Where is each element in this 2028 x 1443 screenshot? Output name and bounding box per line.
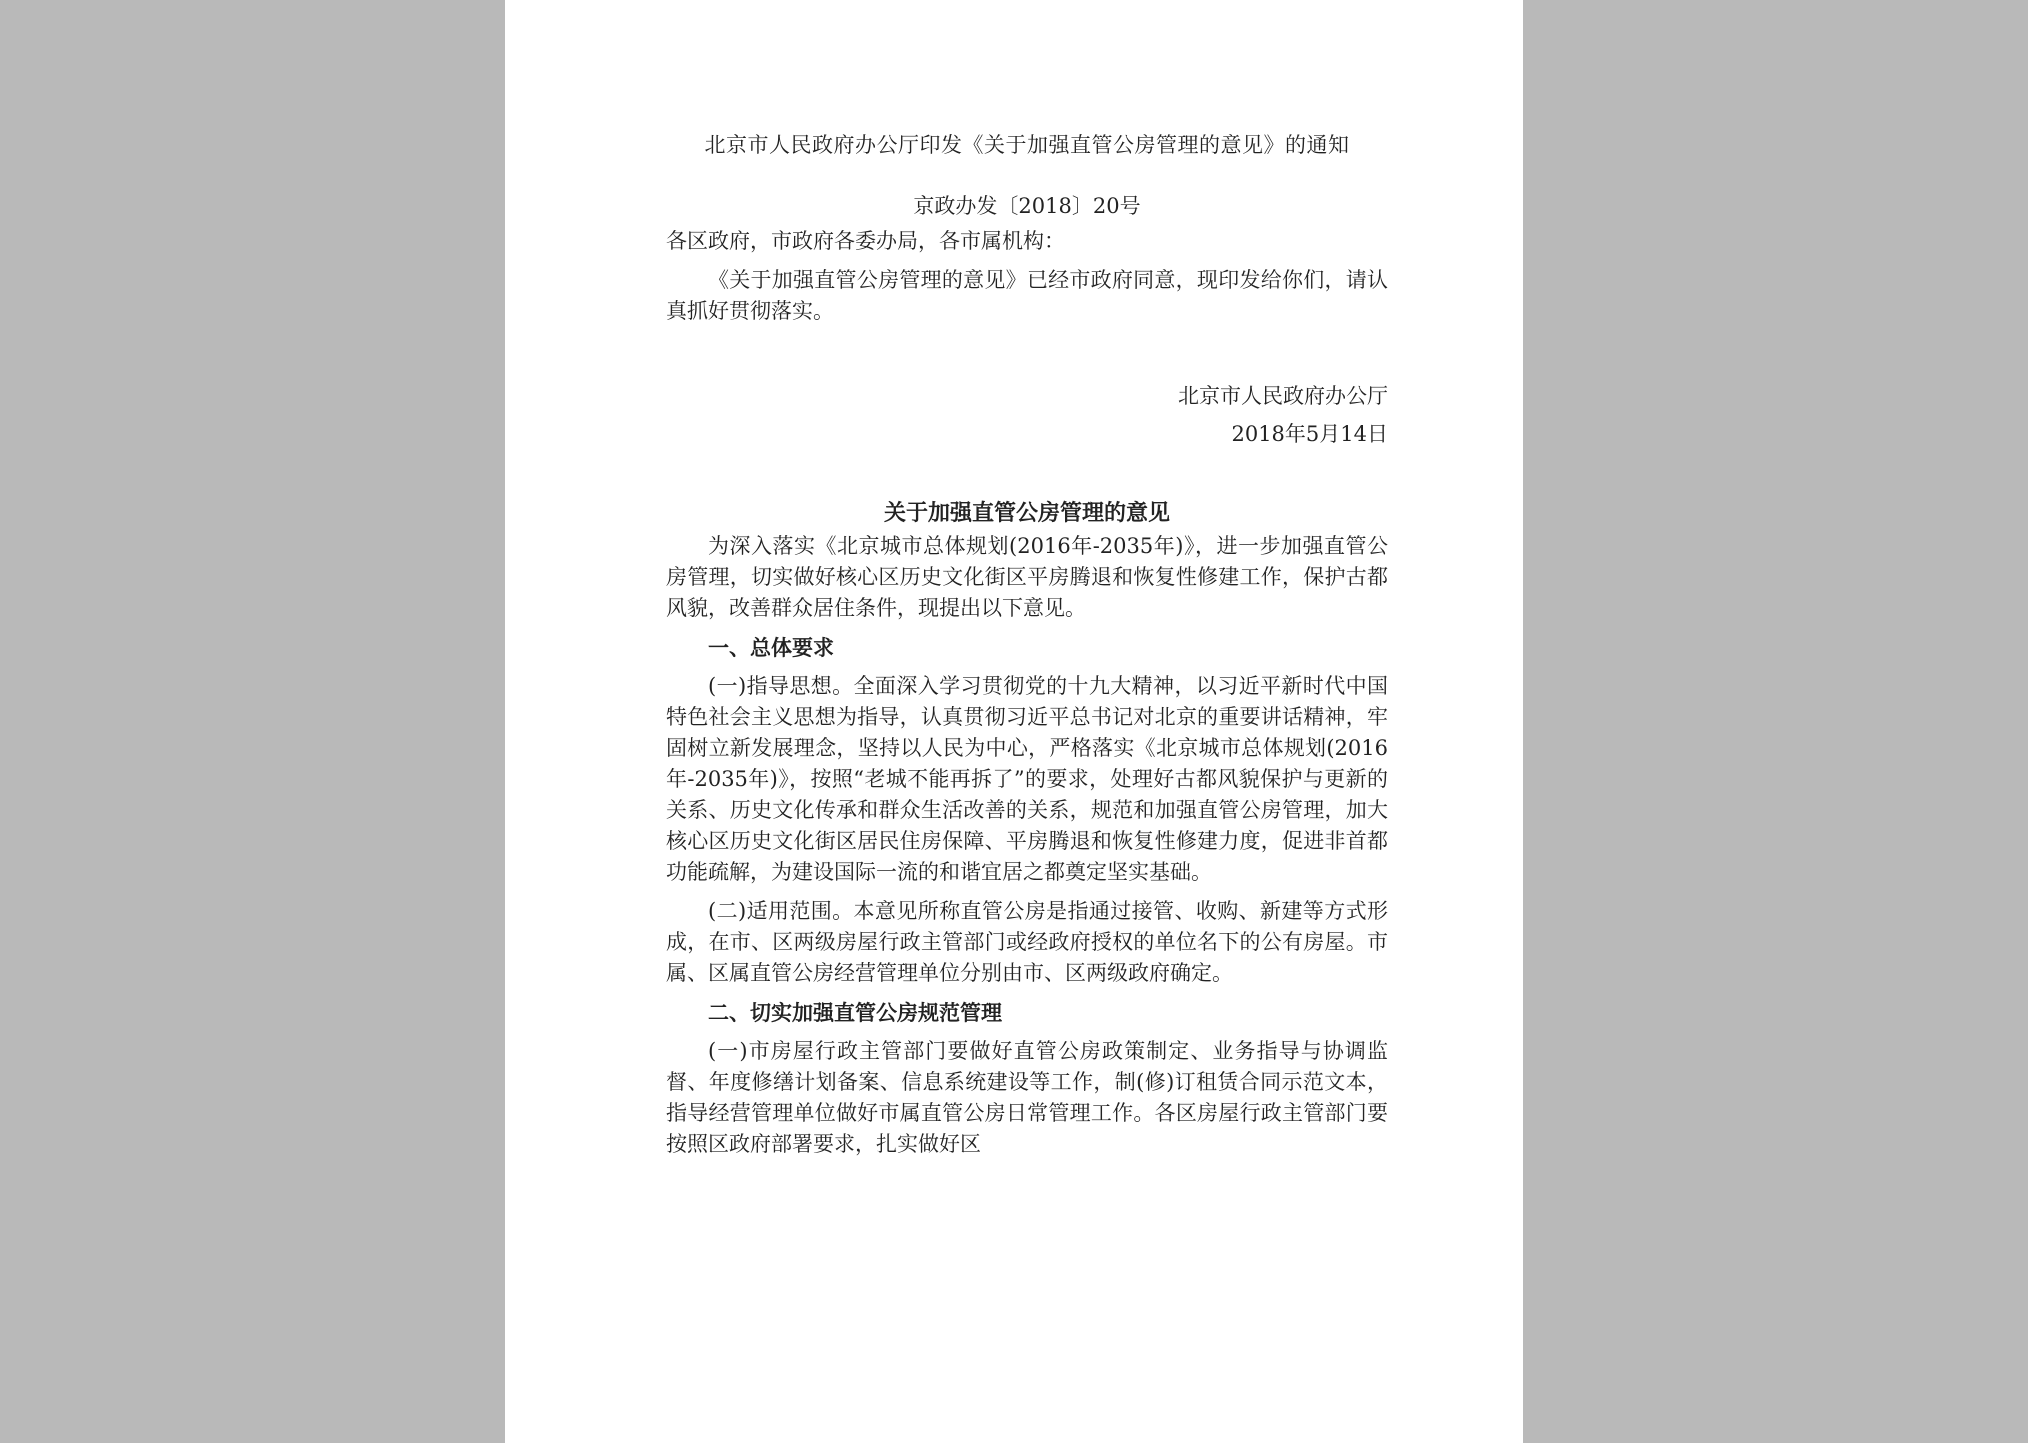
document-page xyxy=(505,0,1523,1443)
notice-title: 北京市人民政府办公厅印发《关于加强直管公房管理的意见》的通知 xyxy=(704,133,1350,157)
section-heading-2: 二、切实加强直管公房规范管理 xyxy=(708,1000,1002,1025)
document-number: 京政办发〔2018〕20号 xyxy=(913,194,1141,218)
issue-date: 2018年5月14日 xyxy=(1231,422,1388,446)
opinion-title: 关于加强直管公房管理的意见 xyxy=(883,500,1170,526)
addressee: 各区政府，市政府各委办局，各市属机构： xyxy=(666,229,1065,253)
section-heading-1: 一、总体要求 xyxy=(708,635,834,660)
document-content xyxy=(666,130,1388,1160)
section-1-paragraph-2: (二)适用范围。本意见所称直管公房是指通过接管、收购、新建等方式形成，在市、区两级房屋行政主管部门或经政府授权的单位名下的公有房屋。市属、区属直管公房经营管理单位分别由市、区两级政府确定。 xyxy=(666,899,1388,985)
opinion-intro: 为深入落实《北京城市总体规划(2016年-2035年)》，进一步加强直管公房管理，切实做好核心区历史文化街区平房腾退和恢复性修建工作，保护古都风貌，改善群众居住条件，现提出以下意见。 xyxy=(666,534,1388,620)
section-1-paragraph-1: (一)指导思想。全面深入学习贯彻党的十九大精神，以习近平新时代中国特色社会主义思想为指导，认真贯彻习近平总书记对北京的重要讲话精神，牢固树立新发展理念，坚持以人民为中心，严格落实《北京城市总体规划(2016年-2035年)》，按照“老城不能再拆了”的要求，处理好古都风貌保护与更新的关系、历史文化传承和群众生活改善的关系，规范和加强直管公房管理，加大核心区历史文化街区居民住房保障、平房腾退和恢复性修建力度，促进非首都功能疏解，为建设国际一流的和谐宜居之都奠定坚实基础。 xyxy=(666,674,1388,884)
section-2-paragraph-1: (一)市房屋行政主管部门要做好直管公房政策制定、业务指导与协调监督、年度修缮计划备案、信息系统建设等工作，制(修)订租赁合同示范文本，指导经营管理单位做好市属直管公房日常管理工作。各区房屋行政主管部门要按照区政府部署要求，扎实做好区 xyxy=(666,1039,1388,1156)
issuer: 北京市人民政府办公厅 xyxy=(1178,384,1388,408)
notice-body: 《关于加强直管公房管理的意见》已经市政府同意，现印发给你们，请认真抓好贯彻落实。 xyxy=(666,268,1388,323)
